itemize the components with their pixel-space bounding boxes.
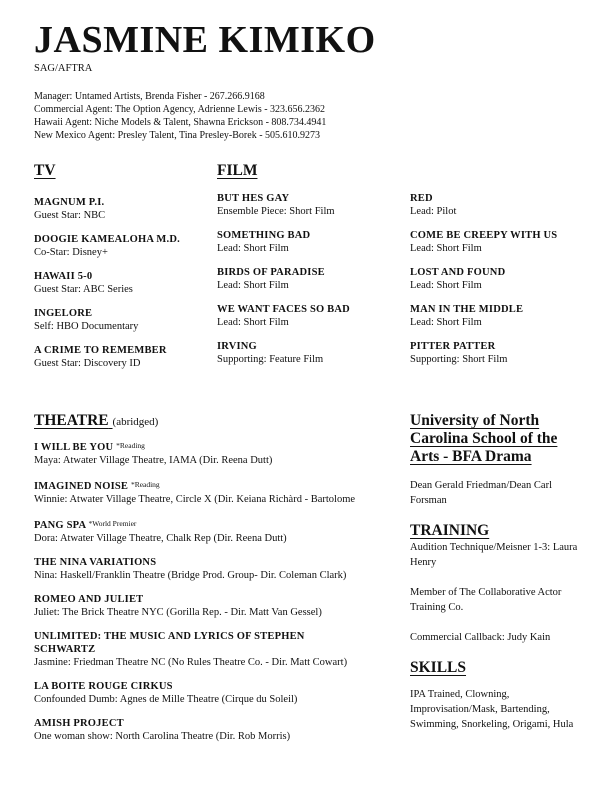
credit-annotation: *Reading — [130, 480, 160, 489]
training-item: Audition Technique/Meisner 1-3: Laura Henry — [410, 542, 578, 568]
credit-title: COME BE CREEPY WITH US — [410, 230, 558, 241]
film-credit — [410, 266, 605, 292]
film-section — [217, 162, 405, 377]
theatre-credit — [34, 517, 400, 545]
credit-title: BIRDS OF PARADISE — [217, 267, 325, 278]
film-credit — [410, 229, 605, 255]
credit-role: Confounded Dumb: Agnes de Mille Theatre (Cirque du Soleil) — [34, 694, 298, 705]
film-credit — [410, 340, 605, 366]
theatre-heading-text: THEATRE — [34, 412, 109, 429]
credit-title: LA BOITE ROUGE CIRKUS — [34, 681, 173, 692]
credit-title: LOST AND FOUND — [410, 267, 506, 278]
credit-role: One woman show: North Carolina Theatre (Dir. Rob Morris) — [34, 731, 291, 742]
representation-list — [34, 90, 326, 142]
skills-heading: SKILLS — [410, 659, 467, 676]
credit-role: Guest Star: NBC — [34, 210, 106, 221]
union-affiliation: SAG/AFTRA — [34, 63, 93, 74]
credit-title: PANG SPA — [34, 520, 86, 531]
tv-credit — [34, 307, 212, 333]
credit-title: MAN IN THE MIDDLE — [410, 304, 524, 315]
tv-credit — [34, 270, 212, 296]
credit-role: Dora: Atwater Village Theatre, Chalk Rep (Dir. Reena Dutt) — [34, 533, 287, 544]
credit-title: IMAGINED NOISE — [34, 481, 129, 492]
film-credit — [410, 303, 605, 329]
theatre-heading — [34, 412, 400, 431]
film-credit — [217, 340, 405, 366]
credit-title: INGELORE — [34, 308, 93, 319]
education-training-skills — [410, 412, 602, 732]
credit-title: UNLIMITED: THE MUSIC AND LYRICS OF STEPHEN SCHWARTZ — [34, 631, 305, 655]
credit-role: Guest Star: Discovery ID — [34, 358, 141, 369]
new-mexico-agent-contact: New Mexico Agent: Presley Talent, Tina Presley-Borek - 505.610.9273 — [34, 130, 321, 141]
credit-role: Self: HBO Documentary — [34, 321, 139, 332]
credit-title: SOMETHING BAD — [217, 230, 311, 241]
credit-role: Co-Star: Disney+ — [34, 247, 108, 258]
theatre-credit — [34, 680, 400, 706]
training-item: Member of The Collaborative Actor Training Co. — [410, 587, 562, 613]
credit-role: Lead: Short Film — [217, 243, 289, 254]
theatre-credit — [34, 556, 400, 582]
film-credit — [217, 266, 405, 292]
film-credit — [410, 192, 605, 218]
training-item: Commercial Callback: Judy Kain — [410, 632, 551, 643]
tv-credit — [34, 233, 212, 259]
credit-role: Jasmine: Friedman Theatre NC (No Rules Theatre Co. - Dir. Matt Cowart) — [34, 657, 348, 668]
credit-title: AMISH PROJECT — [34, 718, 124, 729]
film-credit — [217, 229, 405, 255]
credit-role: Maya: Atwater Village Theatre, IAMA (Dir. Reena Dutt) — [34, 455, 273, 466]
credit-title: MAGNUM P.I. — [34, 197, 105, 208]
credit-title: THE NINA VARIATIONS — [34, 557, 157, 568]
credit-title: I WILL BE YOU — [34, 442, 114, 453]
credit-title: DOOGIE KAMEALOHA M.D. — [34, 234, 180, 245]
credit-role: Nina: Haskell/Franklin Theatre (Bridge Prod. Group- Dir. Coleman Clark) — [34, 570, 347, 581]
hawaii-agent-contact: Hawaii Agent: Niche Models & Talent, Shawna Erickson - 808.734.4941 — [34, 117, 327, 128]
credit-role: Lead: Short Film — [217, 317, 289, 328]
credit-title: RED — [410, 193, 433, 204]
tv-credit — [34, 344, 212, 370]
credit-role: Juliet: The Brick Theatre NYC (Gorilla Rep. - Dir. Matt Van Gessel) — [34, 607, 322, 618]
credit-title: HAWAII 5-0 — [34, 271, 93, 282]
actor-name: JASMINE KIMIKO — [34, 19, 376, 61]
credit-role: Lead: Short Film — [410, 317, 482, 328]
tv-credit — [34, 196, 212, 222]
credit-annotation: *Reading — [116, 441, 145, 450]
training-heading: TRAINING — [410, 522, 490, 539]
credit-role: Supporting: Short Film — [410, 354, 508, 365]
tv-heading: TV — [34, 162, 56, 179]
credit-role: Lead: Short Film — [217, 280, 289, 291]
credit-role: Ensemble Piece: Short Film — [217, 206, 335, 217]
credit-role: Winnie: Atwater Village Theatre, Circle X (Dir. Keiana Richàrd - Bartolome — [34, 494, 356, 505]
film-credit — [217, 192, 405, 218]
credit-title: IRVING — [217, 341, 257, 352]
film-credit — [217, 303, 405, 329]
tv-section — [34, 162, 212, 381]
credit-role: Lead: Pilot — [410, 206, 457, 217]
theatre-credit — [34, 630, 400, 669]
credit-role: Guest Star: ABC Series — [34, 284, 133, 295]
credit-annotation: *World Premier — [88, 519, 137, 528]
skills-list: IPA Trained, Clowning, Improvisation/Mask, Bartending, Swimming, Snorkeling, Origami, Hula — [410, 689, 574, 730]
theatre-credit — [34, 439, 400, 467]
theatre-credit — [34, 717, 400, 743]
credit-title: BUT HES GAY — [217, 193, 290, 204]
theatre-section — [34, 412, 400, 754]
theatre-credit — [34, 593, 400, 619]
theatre-credit — [34, 478, 400, 506]
film-section-continued — [410, 192, 605, 377]
credit-role: Lead: Short Film — [410, 243, 482, 254]
education-heading: University of North Carolina School of the Arts - BFA Drama — [410, 412, 558, 465]
commercial-agent-contact: Commercial Agent: The Option Agency, Adrienne Lewis - 323.656.2362 — [34, 104, 326, 115]
credit-role: Lead: Short Film — [410, 280, 482, 291]
credit-title: ROMEO AND JULIET — [34, 594, 144, 605]
education-teachers: Dean Gerald Friedman/Dean Carl Forsman — [410, 480, 552, 506]
credit-title: PITTER PATTER — [410, 341, 496, 352]
manager-contact: Manager: Untamed Artists, Brenda Fisher - 267.266.9168 — [34, 91, 265, 102]
film-heading: FILM — [217, 162, 258, 179]
theatre-heading-note: (abridged) — [112, 416, 159, 428]
credit-role: Supporting: Feature Film — [217, 354, 324, 365]
credit-title: A CRIME TO REMEMBER — [34, 345, 167, 356]
credit-title: WE WANT FACES SO BAD — [217, 304, 350, 315]
